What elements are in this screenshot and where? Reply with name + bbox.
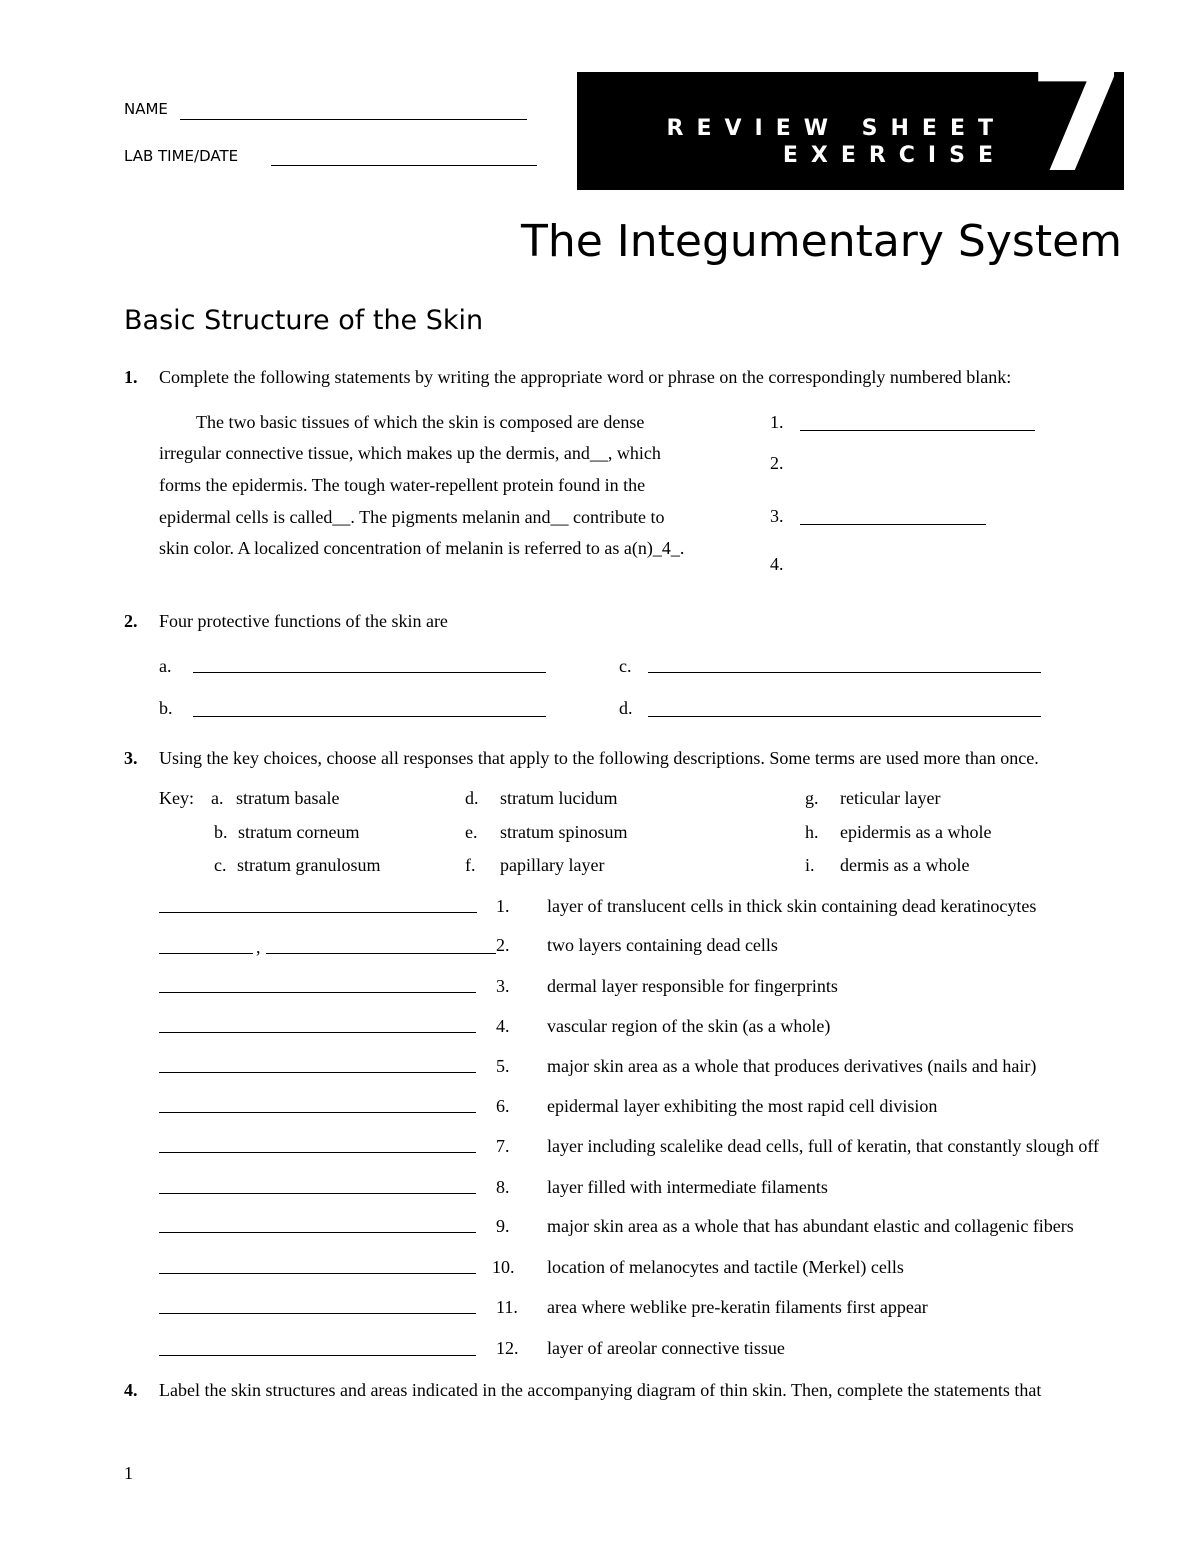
key-term: stratum corneum — [238, 822, 360, 842]
q3-answer-8[interactable] — [159, 1193, 476, 1194]
exercise-number: 7 — [1029, 32, 1126, 206]
q3-item-text: layer of areolar connective tissue — [547, 1338, 785, 1358]
q3-item-text: epidermal layer exhibiting the most rapid cell division — [547, 1096, 938, 1116]
q2-prompt: Four protective functions of the skin are — [159, 611, 448, 631]
q2-field-a[interactable] — [193, 672, 546, 673]
q3-item-num: 12. — [496, 1338, 519, 1358]
banner-exercise: EXERCISE — [782, 143, 1006, 168]
q3-item-text: vascular region of the skin (as a whole) — [547, 1016, 831, 1036]
q3-answer-2b[interactable] — [266, 953, 496, 954]
key-letter: g. — [805, 788, 819, 808]
key-term: stratum basale — [236, 788, 340, 808]
q3-answer-9[interactable] — [159, 1232, 476, 1233]
q1-blank-1[interactable] — [800, 430, 1035, 431]
q1-blank-label: 2. — [770, 453, 784, 473]
review-sheet-banner — [577, 32, 1126, 206]
banner-review-sheet: REVIEW SHEET — [666, 116, 1006, 141]
q1-blank-label: 4. — [770, 554, 784, 574]
q3-item-text: location of melanocytes and tactile (Merkel) cells — [547, 1257, 904, 1277]
q3-item-num: 1. — [496, 896, 510, 916]
q2-label-c: c. — [619, 656, 632, 676]
q2-label-b: b. — [159, 698, 173, 718]
q2-field-b[interactable] — [193, 716, 546, 717]
q3-item-num: 2. — [496, 935, 510, 955]
q2-label-d: d. — [619, 698, 633, 718]
labtime-label: LAB TIME/DATE — [124, 147, 239, 165]
key-letter: b. — [214, 822, 228, 842]
q3-prompt: Using the key choices, choose all responses that apply to the following descriptions. Some terms are used more than once. — [159, 748, 1039, 768]
q3-item-num: 8. — [496, 1177, 510, 1197]
q3-answer-2a[interactable] — [159, 953, 253, 954]
q1-blank-label: 3. — [770, 506, 784, 526]
key-letter: i. — [805, 855, 815, 875]
q3-answer-7[interactable] — [159, 1152, 476, 1153]
q3-item-num: 6. — [496, 1096, 510, 1116]
key-term: dermis as a whole — [840, 855, 970, 875]
key-letter: e. — [465, 822, 478, 842]
q2-number: 2. — [124, 611, 138, 631]
q3-item-text: area where weblike pre-keratin filaments first appear — [547, 1297, 928, 1317]
key-term: stratum spinosum — [500, 822, 628, 842]
q4-number: 4. — [124, 1380, 138, 1400]
key-term: stratum lucidum — [500, 788, 618, 808]
q1-blank-3[interactable] — [800, 524, 986, 525]
name-label: NAME — [124, 100, 168, 118]
q2-field-d[interactable] — [648, 716, 1041, 717]
q3-item-num: 5. — [496, 1056, 510, 1076]
section-title: Basic Structure of the Skin — [124, 305, 484, 336]
q2-label-a: a. — [159, 656, 172, 676]
page-title: The Integumentary System — [520, 216, 1122, 267]
q1-blank-label: 1. — [770, 412, 784, 432]
q3-answer-3[interactable] — [159, 992, 476, 993]
q3-item-num: 4. — [496, 1016, 510, 1036]
q3-item2-separator: , — [256, 937, 261, 957]
key-letter: a. — [211, 788, 224, 808]
q1-number: 1. — [124, 367, 138, 387]
q3-item-text: two layers containing dead cells — [547, 935, 778, 955]
q3-answer-6[interactable] — [159, 1112, 476, 1113]
key-letter: d. — [465, 788, 479, 808]
key-term: stratum granulosum — [237, 855, 381, 875]
key-letter: h. — [805, 822, 819, 842]
q1-paragraph-line: epidermal cells is called__. The pigments melanin and__ contribute to — [159, 507, 665, 527]
key-term: papillary layer — [500, 855, 605, 875]
q3-item-text: layer of translucent cells in thick skin containing dead keratinocytes — [547, 896, 1037, 916]
q3-number: 3. — [124, 748, 138, 768]
q3-item-text: layer including scalelike dead cells, full of keratin, that constantly slough off — [547, 1136, 1100, 1156]
q3-item-num: 3. — [496, 976, 510, 996]
q3-item-text: dermal layer responsible for fingerprints — [547, 976, 838, 996]
q3-item-num: 9. — [496, 1216, 510, 1236]
q1-paragraph-line: forms the epidermis. The tough water-repellent protein found in the — [159, 475, 646, 495]
q2-field-c[interactable] — [648, 672, 1041, 673]
q3-item-text: major skin area as a whole that produces derivatives (nails and hair) — [547, 1056, 1037, 1076]
key-label: Key: — [159, 788, 194, 808]
q4-prompt: Label the skin structures and areas indicated in the accompanying diagram of thin skin. Then, complete the statements that — [159, 1380, 1042, 1400]
labtime-field[interactable] — [271, 165, 537, 166]
page-number: 1 — [124, 1463, 133, 1483]
key-letter: f. — [465, 855, 476, 875]
key-term: epidermis as a whole — [840, 822, 992, 842]
q1-paragraph-line: skin color. A localized concentration of melanin is referred to as a(n)_4_. — [159, 538, 685, 558]
q3-item-num: 7. — [496, 1136, 510, 1156]
key-term: reticular layer — [840, 788, 941, 808]
q3-answer-11[interactable] — [159, 1313, 476, 1314]
q1-paragraph-line: irregular connective tissue, which makes up the dermis, and__, which — [159, 443, 661, 463]
q3-answer-1[interactable] — [159, 912, 477, 913]
q3-answer-4[interactable] — [159, 1032, 476, 1033]
q3-item-text: layer filled with intermediate filaments — [547, 1177, 828, 1197]
q3-item-text: major skin area as a whole that has abundant elastic and collagenic fibers — [547, 1216, 1074, 1236]
q3-answer-12[interactable] — [159, 1355, 476, 1356]
q1-prompt: Complete the following statements by writing the appropriate word or phrase on the correspondingly numbered blank: — [159, 367, 1012, 387]
key-letter: c. — [214, 855, 227, 875]
q3-item-num: 11. — [496, 1297, 518, 1317]
name-field[interactable] — [180, 119, 527, 120]
q3-answer-10[interactable] — [159, 1273, 476, 1274]
q3-item-num: 10. — [492, 1257, 515, 1277]
q1-paragraph-line: The two basic tissues of which the skin is composed are dense — [196, 412, 645, 432]
q3-answer-5[interactable] — [159, 1072, 476, 1073]
